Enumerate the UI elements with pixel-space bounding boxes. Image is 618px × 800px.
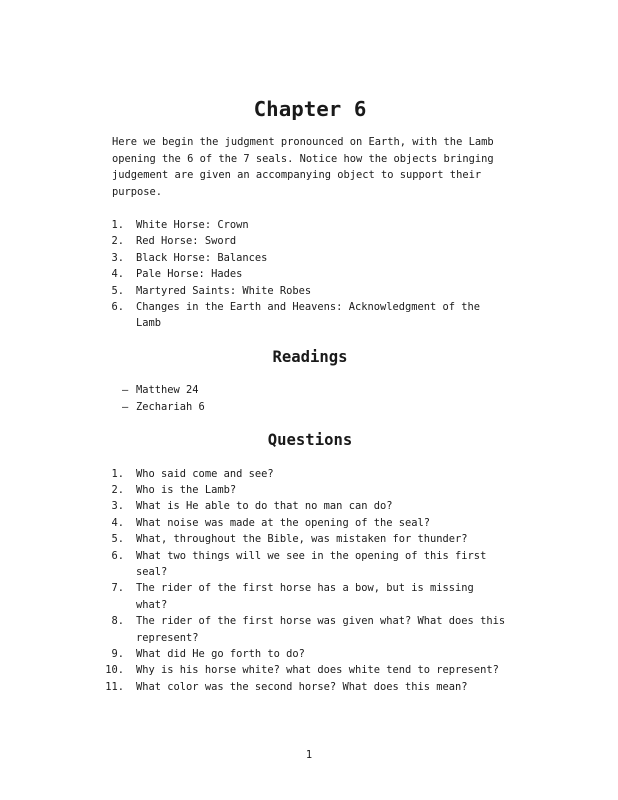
list-item <box>112 233 508 249</box>
dash-bullet: – <box>122 400 129 413</box>
list-item-number: 5. <box>111 284 124 297</box>
seals-list <box>112 217 508 332</box>
list-item-text: Zechariah 6 <box>136 400 205 413</box>
list-item <box>112 217 508 233</box>
list-item <box>112 515 508 531</box>
list-item-number: 2. <box>111 235 124 248</box>
intro-paragraph: Here we begin the judgment pronounced on Earth, with the Lamb opening the 6 of the 7 seals. Notice how the objects bringing judgement are given an accompanying object to support their purpose. <box>112 136 494 198</box>
list-item <box>112 466 508 482</box>
list-item <box>112 531 508 547</box>
readings-title: Readings <box>272 347 348 366</box>
questions-list <box>105 466 508 696</box>
list-item <box>112 646 508 662</box>
list-item-text: The rider of the first horse has a bow, but is missing what? <box>136 582 474 611</box>
list-item-number: 1. <box>111 219 124 232</box>
list-item-number: 4. <box>111 268 124 281</box>
list-item-text: The rider of the first horse was given what? What does this represent? <box>136 615 506 644</box>
list-item-text: What did He go forth to do? <box>136 647 305 660</box>
list-item-number: 8. <box>111 615 124 628</box>
list-item <box>112 548 508 581</box>
list-item-text: What, throughout the Bible, was mistaken for thunder? <box>136 533 468 546</box>
list-item-text: What color was the second horse? What does this mean? <box>136 680 468 693</box>
list-item-number: 3. <box>111 500 124 513</box>
list-item-number: 11. <box>105 680 124 693</box>
readings-list <box>112 382 508 415</box>
list-item <box>112 498 508 514</box>
chapter-title: Chapter 6 <box>253 97 367 121</box>
list-item-text: Matthew 24 <box>136 384 199 397</box>
list-item-text: Martyred Saints: White Robes <box>136 284 312 297</box>
list-item <box>112 299 508 332</box>
list-item-text: Who said come and see? <box>136 467 274 480</box>
list-item <box>112 482 508 498</box>
list-item <box>112 580 508 613</box>
list-item <box>112 399 508 415</box>
list-item-number: 9. <box>111 647 124 660</box>
list-item <box>112 250 508 266</box>
list-item-text: White Horse: Crown <box>136 219 249 232</box>
list-item-number: 2. <box>111 483 124 496</box>
list-item <box>105 679 508 695</box>
list-item-text: Red Horse: Sword <box>136 235 237 248</box>
list-item-text: What noise was made at the opening of the seal? <box>136 516 431 529</box>
list-item-text: Changes in the Earth and Heavens: Acknowledgment of the Lamb <box>136 301 481 330</box>
list-item <box>112 613 508 646</box>
document-page <box>105 97 508 695</box>
list-item-text: Black Horse: Balances <box>136 251 268 264</box>
list-item-number: 3. <box>111 251 124 264</box>
list-item-number: 7. <box>111 582 124 595</box>
list-item-number: 1. <box>111 467 124 480</box>
list-item <box>112 382 508 398</box>
list-item-text: Who is the Lamb? <box>136 483 237 496</box>
list-item-number: 4. <box>111 516 124 529</box>
list-item <box>112 266 508 282</box>
list-item-text: What is He able to do that no man can do? <box>136 500 393 513</box>
list-item-number: 5. <box>111 533 124 546</box>
list-item-number: 6. <box>111 549 124 562</box>
list-item-text: What two things will we see in the opening of this first seal? <box>136 549 487 578</box>
page-number: 1 <box>305 749 313 761</box>
questions-title: Questions <box>267 431 353 450</box>
list-item <box>112 283 508 299</box>
dash-bullet: – <box>122 384 129 397</box>
list-item-number: 10. <box>105 664 124 677</box>
list-item <box>105 662 508 678</box>
list-item-number: 6. <box>111 301 124 314</box>
list-item-text: Pale Horse: Hades <box>136 268 243 281</box>
list-item-text: Why is his horse white? what does white tend to represent? <box>136 664 499 677</box>
